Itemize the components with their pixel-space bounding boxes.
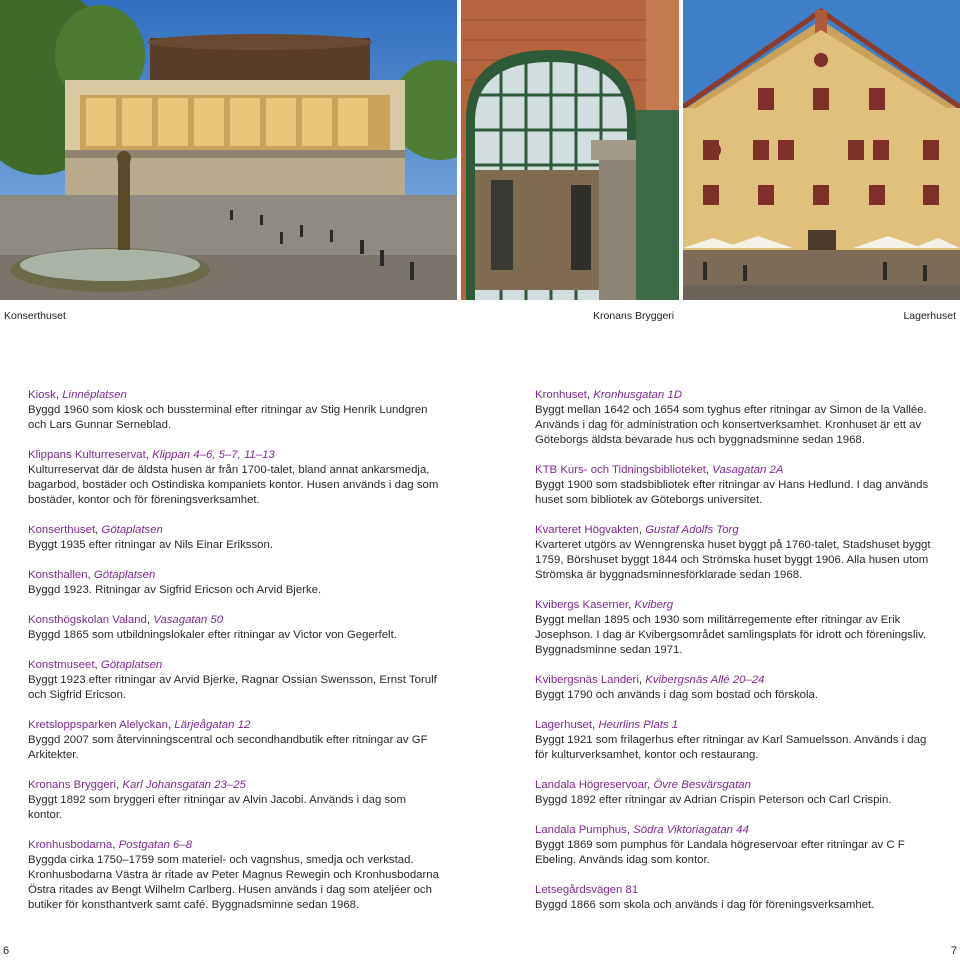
entry-address: Linnéplatsen xyxy=(62,389,127,401)
entry-name: Landala Pumphus xyxy=(535,824,627,836)
entry-address: Övre Besvärsgatan xyxy=(653,779,751,791)
entry-description: Byggd 1866 som skola och används i dag för föreningsverksamhet. xyxy=(535,899,875,911)
page-number-right: 7 xyxy=(950,945,957,957)
entry-description: Byggt mellan 1642 och 1654 som tyghus efter ritningar av Simon de la Vallée. Används i dag för administration och konsertverksamhet. Kronhuset är ett av Göteborgs äldsta bevarade hus och byggnadsminne sedan 1968. xyxy=(535,404,927,446)
entry-landala-hogreservoar: Landala Högreservoar, Övre Besvärsgatan Byggd 1892 efter ritningar av Adrian Crispin Peterson och Carl Crispin. xyxy=(535,778,935,808)
entry-address: Götaplatsen xyxy=(101,524,163,536)
entry-address: Heurlins Plats 1 xyxy=(598,719,679,731)
entry-address: Götaplatsen xyxy=(93,569,156,581)
entry-name: Landala Högreservoar xyxy=(535,779,648,791)
caption-photo-1: Konserthuset xyxy=(4,310,66,322)
entry-description: Byggda cirka 1750–1759 som materiel- och vagnshus, smedja och verkstad. Kronhusbodarna Västra är ritade av Peter Magnus Rewegin och Kronhusbodarna Östra ritades av Bengt Wilhelm Carlberg. Husen används i dag som ateljéer och butiker för konsthantverk samt café. Byggnadsminne sedan 1968. xyxy=(28,854,439,911)
caption-photo-2: Kronans Bryggeri xyxy=(593,310,675,322)
entry-name: Kiosk xyxy=(28,389,56,401)
entry-description: Byggd 1865 som utbildningslokaler efter ritningar av Victor von Gegerfelt. xyxy=(28,629,397,641)
entry-kronhusbodarna: Kronhusbodarna, Postgatan 6–8 Byggda cirka 1750–1759 som materiel- och vagnshus, smedja och verkstad. Kronhusbodarna Västra är ritade av Peter Magnus Rewegin och Kronhusbodarna Östra ritades av Bengt Wilhelm Carlberg. Husen används i dag som ateljéer och butiker för konsthantverk samt café. Byggnadsminne sedan 1968. xyxy=(28,838,443,913)
entry-address: Kronhusgatan 1D xyxy=(593,389,682,401)
entry-description: Byggd 1923. Ritningar av Sigfrid Ericson och Arvid Bjerke. xyxy=(28,584,322,596)
entry-kvarteret-hogvakten: Kvarteret Högvakten, Gustaf Adolfs Torg Kvarteret utgörs av Wenngrenska huset byggt på 1760-talet, Stadshuset byggt 1759, Börshuset byggt 1844 och Strömska huset byggt 1906. Alla husen utom Strömska är byggnadsminnesförklarade sedan 1968. xyxy=(535,523,935,583)
entry-kvibergsnas-landeri: Kvibergsnäs Landeri, Kvibergsnäs Allé 20–24 Byggt 1790 och används i dag som bostad och förskola. xyxy=(535,673,935,703)
entry-name: Klippans Kulturreservat xyxy=(28,449,146,461)
entry-address: Kviberg xyxy=(634,599,674,611)
photo-kronans-bryggeri xyxy=(461,0,679,300)
entry-description: Byggt 1892 som bryggeri efter ritningar av Alvin Jacobi. Används i dag som kontor. xyxy=(28,794,406,821)
entry-address: Södra Viktoriagatan 44 xyxy=(633,824,749,836)
entry-konstmuseet: Konstmuseet, Götaplatsen Byggt 1923 efter ritningar av Arvid Bjerke, Ragnar Ossian Swensson, Ernst Torulf och Sigfrid Ericson. xyxy=(28,658,443,703)
entry-name: Konsthögskolan Valand xyxy=(28,614,147,626)
entry-description: Byggd 2007 som återvinningscentral och secondhandbutik efter ritningar av GF Arkitekter. xyxy=(28,734,428,761)
entry-description: Byggd 1960 som kiosk och bussterminal efter ritningar av Stig Henrik Lundgren och Lars Gunnar Serneblad. xyxy=(28,404,428,431)
right-column xyxy=(535,388,935,928)
entry-klippans-kulturreservat: Klippans Kulturreservat, Klippan 4–6, 5–7, 11–13 Kulturreservat där de äldsta husen är från 1700-talet, bland annat ankarsmedja, bagarbod, bostäder och Ostindiska kompaniets kontor. Husen används i dag som bostäder, kontor och för föreningsverksamhet. xyxy=(28,448,443,508)
entry-name: Konserthuset xyxy=(28,524,96,536)
entry-kronhuset: Kronhuset, Kronhusgatan 1D Byggt mellan 1642 och 1654 som tyghus efter ritningar av Simon de la Vallée. Används i dag för administration och konsertverksamhet. Kronhuset är ett av Göteborgs äldsta bevarade hus och byggnadsminne sedan 1968. xyxy=(535,388,935,448)
entry-description: Kulturreservat där de äldsta husen är från 1700-talet, bland annat ankarsmedja, bagarbod, bostäder och Ostindiska kompaniets kontor. Husen används i dag som bostäder, kontor och för föreningsverksamhet. xyxy=(28,464,439,506)
entry-description: Byggt 1921 som frilagerhus efter ritningar av Karl Samuelsson. Används i dag för kulturverksamhet, kontor och restaurang. xyxy=(535,734,927,761)
entry-konsthogskolan-valand: Konsthögskolan Valand, Vasagatan 50 Byggd 1865 som utbildningslokaler efter ritningar av Victor von Gegerfelt. xyxy=(28,613,443,643)
caption-photo-3: Lagerhuset xyxy=(903,310,956,322)
entry-konsthallen: Konsthallen, Götaplatsen Byggd 1923. Ritningar av Sigfrid Ericson och Arvid Bjerke. xyxy=(28,568,443,598)
entry-address: Götaplatsen xyxy=(100,659,163,671)
entry-name: Letsegårdsvägen 81 xyxy=(535,884,639,896)
entry-lagerhuset: Lagerhuset, Heurlins Plats 1 Byggt 1921 som frilagerhus efter ritningar av Karl Samuelsson. Används i dag för kulturverksamhet, kontor och restaurang. xyxy=(535,718,935,763)
entry-name: KTB Kurs- och Tidningsbiblioteket xyxy=(535,464,706,476)
entry-description: Kvarteret utgörs av Wenngrenska huset byggt på 1760-talet, Stadshuset byggt 1759, Börshuset byggt 1844 och Strömska huset byggt 1906. Alla husen utom Strömska är byggnadsminnesförklarade sedan 1968. xyxy=(535,539,931,581)
entry-name: Lagerhuset xyxy=(535,719,592,731)
entry-kretsloppsparken-alelyckan: Kretsloppsparken Alelyckan, Lärjeågatan 12 Byggd 2007 som återvinningscentral och secondhandbutik efter ritningar av GF Arkitekter. xyxy=(28,718,443,763)
entry-description: Byggt 1790 och används i dag som bostad och förskola. xyxy=(535,689,819,701)
entry-description: Byggd 1892 efter ritningar av Adrian Crispin Peterson och Carl Crispin. xyxy=(535,794,892,806)
entry-name: Konstmuseet xyxy=(28,659,95,671)
entry-kiosk: Kiosk, Linnéplatsen Byggd 1960 som kiosk och bussterminal efter ritningar av Stig Henrik Lundgren och Lars Gunnar Serneblad. xyxy=(28,388,443,433)
entry-letsegardsvagen-81 xyxy=(535,883,935,913)
entry-description: Byggt 1935 efter ritningar av Nils Einar Eriksson. xyxy=(28,539,274,551)
entry-address: Kvibergsnäs Allé 20–24 xyxy=(645,674,765,686)
entry-description: Byggt 1923 efter ritningar av Arvid Bjerke, Ragnar Ossian Swensson, Ernst Torulf och Sigfrid Ericson. xyxy=(28,674,437,701)
entry-description: Byggt mellan 1895 och 1930 som militärregemente efter ritningar av Erik Josephson. I dag är Kvibergsområdet samlingsplats för idrott och föreningsliv. Byggnadsminne sedan 1971. xyxy=(535,614,927,656)
photo-konserthuset xyxy=(0,0,457,300)
entry-name: Kvarteret Högvakten xyxy=(535,524,639,536)
entry-name: Kronans Bryggeri xyxy=(28,779,117,791)
entry-description: Byggt 1900 som stadsbibliotek efter ritningar av Hans Hedlund. I dag används huset som bibliotek av Göteborgs universitet. xyxy=(535,479,929,506)
entry-address: Klippan 4–6, 5–7, 11–13 xyxy=(152,449,275,461)
entry-name: Kretsloppsparken Alelyckan xyxy=(28,719,168,731)
entry-address: Vasagatan 50 xyxy=(153,614,224,626)
entry-name: Kvibergsnäs Landeri xyxy=(535,674,639,686)
entry-konserthuset: Konserthuset, Götaplatsen Byggt 1935 efter ritningar av Nils Einar Eriksson. xyxy=(28,523,443,553)
entry-address: Lärjeågatan 12 xyxy=(174,719,251,731)
entry-name: Kvibergs Kaserner xyxy=(535,599,629,611)
photo-lagerhuset xyxy=(683,0,960,300)
entry-name: Konsthallen xyxy=(28,569,88,581)
entry-address: Gustaf Adolfs Torg xyxy=(645,524,739,536)
entry-address: Karl Johansgatan 23–25 xyxy=(122,779,246,791)
entry-landala-pumphus: Landala Pumphus, Södra Viktoriagatan 44 Byggt 1869 som pumphus för Landala högreservoar efter ritningar av C F Ebeling. Används idag som kontor. xyxy=(535,823,935,868)
entry-kronans-bryggeri: Kronans Bryggeri, Karl Johansgatan 23–25 Byggt 1892 som bryggeri efter ritningar av Alvin Jacobi. Används i dag som kontor. xyxy=(28,778,443,823)
entry-address: Vasagatan 2A xyxy=(712,464,784,476)
entry-address: Postgatan 6–8 xyxy=(118,839,193,851)
entry-name: Kronhusbodarna xyxy=(28,839,113,851)
left-column xyxy=(28,388,443,928)
entry-name: Kronhuset xyxy=(535,389,587,401)
page-number-left: 6 xyxy=(3,945,10,957)
entry-description: Byggt 1869 som pumphus för Landala högreservoar efter ritningar av C F Ebeling. Används idag som kontor. xyxy=(535,839,905,866)
entry-ktb: KTB Kurs- och Tidningsbiblioteket, Vasagatan 2A Byggt 1900 som stadsbibliotek efter ritningar av Hans Hedlund. I dag används huset som bibliotek av Göteborgs universitet. xyxy=(535,463,935,508)
entry-kvibergs-kaserner: Kvibergs Kaserner, Kviberg Byggt mellan 1895 och 1930 som militärregemente efter ritningar av Erik Josephson. I dag är Kvibergsområdet samlingsplats för idrott och föreningsliv. Byggnadsminne sedan 1971. xyxy=(535,598,935,658)
